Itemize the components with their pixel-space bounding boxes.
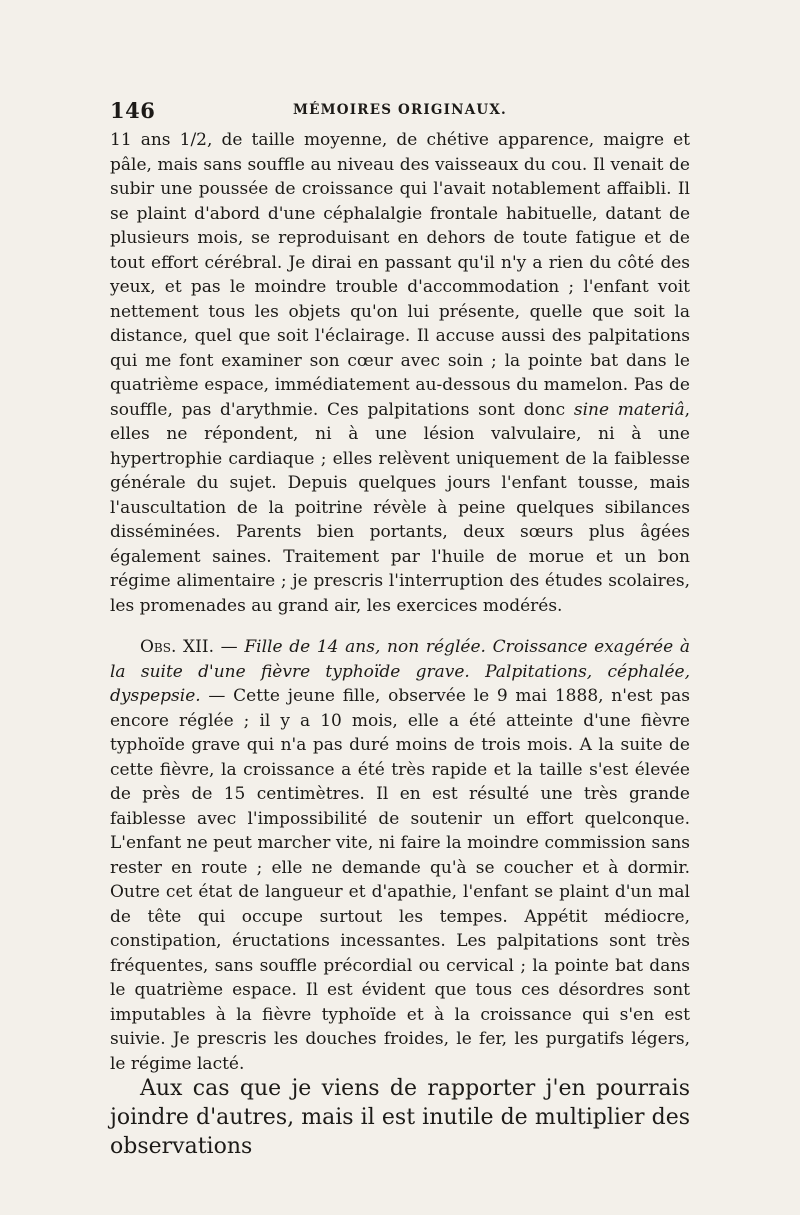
observation-title: Fille de 14 ans, non réglée. Croissance exagérée à la suite d'une fièvre typhoïde grave. Palpitations, céphalée, dyspepsie. [110, 637, 690, 706]
paragraph-1b-post: , elles ne répondent, ni à une lésion valvulaire, ni à une hypertrophie cardiaque ; elles relèvent uniquement de la faiblesse générale du sujet. Depuis quelques jours l'enfant tousse, mais l'auscultation de la poitrine révèle à peine quelques sibilances disséminées. Parents bien portants, deux sœurs plus âgées également saines. Traitement par l'huile de morue et un bon régime alimentaire ; je prescris l'interruption des études scolaires, les promenades au grand air, les exercices modérés. [110, 399, 690, 616]
closing-paragraph: Aux cas que je viens de rapporter j'en pourrais joindre d'autres, mais il est inutile de multiplier des observations [110, 1076, 690, 1159]
observation-label: Obs. XII. [140, 637, 214, 657]
observation-dash: — [214, 637, 245, 657]
paragraph-case-continuation [110, 128, 690, 618]
paragraph-1-text: 11 ans 1/2, de taille moyenne, de chétive apparence, maigre et pâle, mais sans souffle au niveau des vaisseaux du cou. Il venait de subir une poussée de croissance qui l'avait notablement affaibli. Il se plaint d'abord d'une céphalalgie frontale habituelle, datant de plusieurs mois, se reproduisant en dehors de toute fatigue et de tout effort cérébral. Je dirai en passant qu'il n'y a rien du côté des yeux, et pas le moindre trouble d'accommodation ; l'enfant voit nettement tous les objets qu'on lui présente, quelle que soit la distance, quel que soit l'éclairage. Il accuse aussi des palpitations qui me font examiner son cœur avec soin ; la pointe bat dans le quatrième espace, immédiatement au-dessous du mamelon. Pas de souffle, pas d'arythmie. [110, 130, 690, 420]
paragraph-1b-pre: Ces palpitations sont donc [318, 399, 574, 420]
running-title: MÉMOIRES ORIGINAUX. [293, 102, 507, 118]
body-text [110, 128, 690, 1076]
page-header [110, 98, 690, 122]
observation-xii [110, 635, 690, 1076]
observation-body: — Cette jeune fille, observée le 9 mai 1888, n'est pas encore réglée ; il y a 10 mois, elle a été atteinte d'une fièvre typhoïde grave qui n'a pas duré moins de trois mois. A la suite de cette fièvre, la croissance a été très rapide et la taille s'est élevée de près de 15 centimètres. Il en est résulté une très grande faiblesse avec l'impossibilité de soutenir un effort quelconque. L'enfant ne peut marcher vite, ni faire la moindre commission sans rester en route ; elle ne demande qu'à se coucher et à dormir. Outre cet état de langueur et d'apathie, l'enfant se plaint d'un mal de tête qui occupe surtout les tempes. Appétit médiocre, constipation, éructations incessantes. Les palpitations sont très fréquentes, sans souffle précordial ou cervical ; la pointe bat dans le quatrième espace. Il est évident que tous ces désordres sont imputables à la fièvre typhoïde et à la croissance qui s'en est suivie. Je prescris les douches froides, le fer, les purgatifs légers, le régime lacté. [110, 686, 690, 1074]
latin-phrase: sine materiâ [573, 399, 685, 420]
page-number: 146 [110, 98, 156, 123]
